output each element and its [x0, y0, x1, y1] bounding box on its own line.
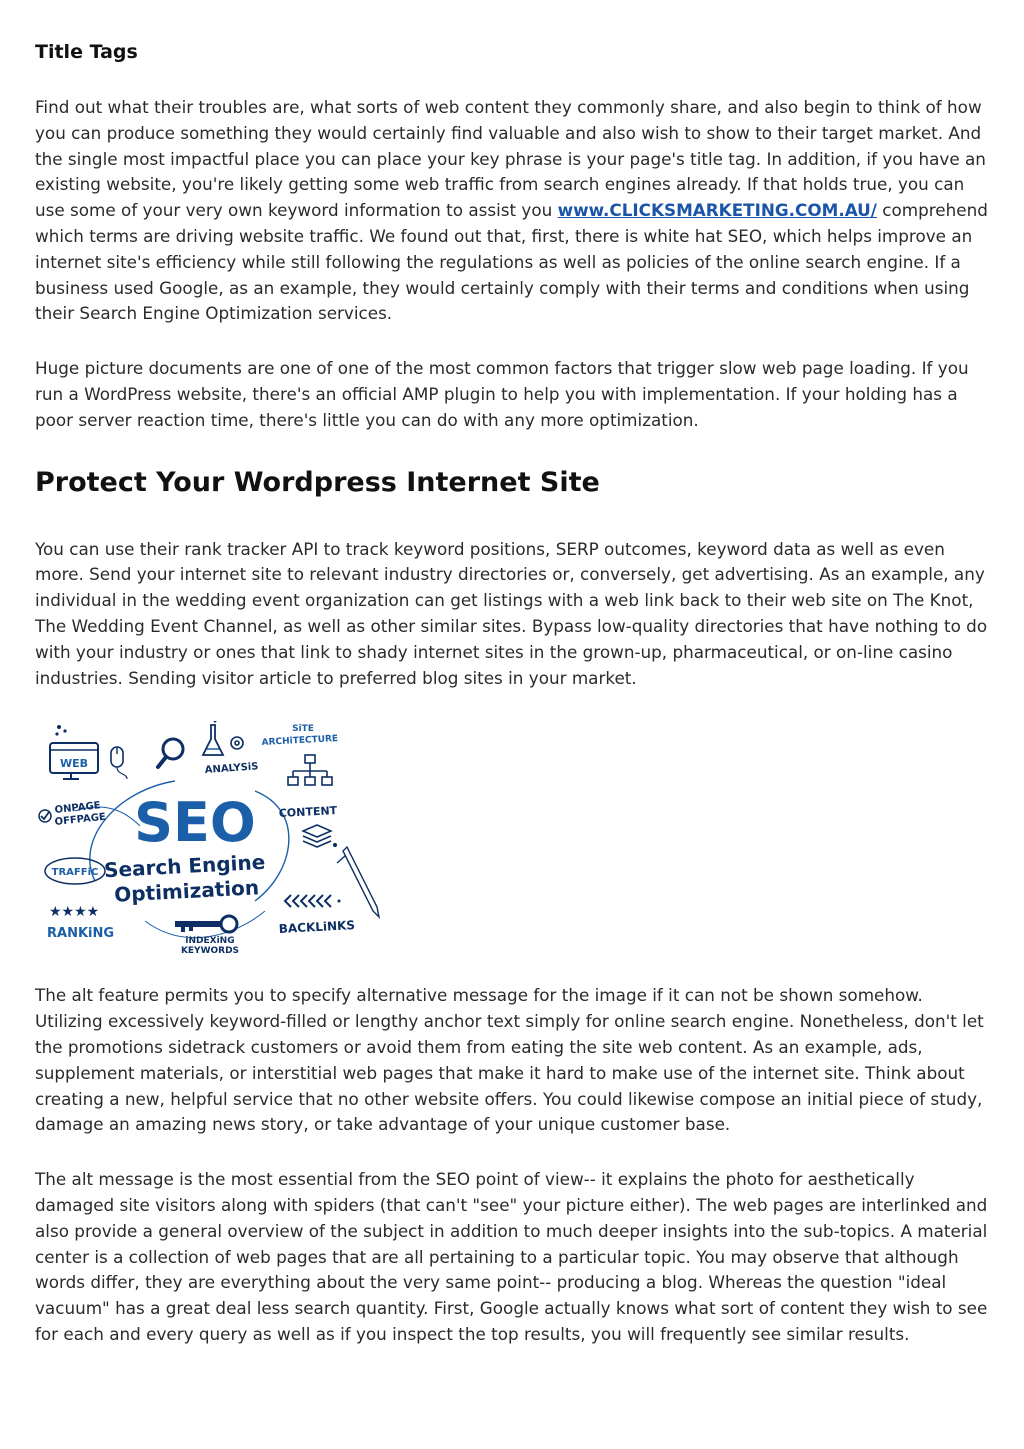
key-icon [175, 916, 237, 932]
paragraph-protect-1: You can use their rank tracker API to track keyword positions, SERP outcomes, keyword data as well as even more. Send your internet site to relevant industry directories or, conversely, get advertising. As an example, any individual in the wedding event organization can get listings with a web link back to their web site on The Knot, The Wedding Event Channel, as well as other similar sites. Bypass low-quality directories that have nothing to do with your industry or ones that link to shady internet sites in the grown-up, pharmaceutical, or on-line casino industries. Sending visitor article to preferred blog sites in your market. [35, 538, 988, 688]
stars-icon [49, 904, 99, 920]
mouse-icon [111, 747, 127, 779]
sitemap-icon [288, 755, 332, 785]
document-page [35, 38, 989, 1348]
indexing-label: iNDEXiNG [185, 936, 235, 947]
paragraph-text-before-link: Find out what their troubles are, what sorts of web content they commonly share, and also begin to think of how you can produce something they would certainly find valuable and also wish to show to their target market. And the single most impactful place you can place your key phrase is your page's title tag. In addition, if you have an existing website, you're likely getting some web traffic from search engines already. If that holds true, you can use some of your very own keyword information to assist you [35, 97, 986, 221]
optimization-label: Optimization [113, 875, 260, 908]
offpage-label: OFFPAGE [54, 812, 107, 829]
clicksmarketing-link[interactable]: www.CLICKSMARKETING.COM.AU/ [557, 200, 877, 221]
content-label: CONTENT [278, 804, 338, 821]
chevrons-icon [285, 895, 331, 907]
paragraph-title-tags-2: Huge picture documents are one of one of the most common factors that trigger slow web page loading. If you run a WordPress website, there's an official AMP plugin to help you with implementation. If your holding has a poor server reaction time, there's little you can do with any more optimization. [35, 358, 969, 430]
gear-icon [231, 737, 243, 749]
analysis-label: ANALYSiS [204, 761, 259, 777]
pencil-icon [334, 844, 379, 917]
search-engine-label: Search Engine [103, 850, 266, 883]
dots-icon [55, 725, 66, 736]
paragraph-protect-3: The alt message is the most essential from the SEO point of view-- it explains the photo for aesthetically damaged site visitors along with spiders (that can't "see" your picture either). The web pages are interlinked and also provide a general overview of the subject in addition to much deeper insights into the sub-topics. A material center is a collection of web pages that are all pertaining to a particular topic. You may observe that although words differ, they are everything about the very same point-- producing a blog. Whereas the question "ideal vacuum" has a great deal less search quantity. First, Google actually knows what sort of content they wish to see for each and every query as well as if you inspect the top results, you will frequently see similar results. [35, 1169, 988, 1344]
paragraph-text-after-link: comprehend which terms are driving website traffic. We found out that, first, there is white hat SEO, which helps improve an internet site's efficiency while still following the regulations as well as policies of the online search engine. If a business used Google, as an example, they would certainly comply with their terms and conditions when using their Search Engine Optimization services. [35, 200, 988, 324]
layers-icon [303, 825, 331, 847]
keywords-label: KEYWORDS [180, 946, 240, 954]
paragraph-protect-2: The alt feature permits you to specify alternative message for the image if it can not be shown somehow. Utilizing excessively keyword-filled or lengthy anchor text simply for online search engine. Nonetheless, don't let the promotions sidetrack customers or avoid them from eating the site web content. As an example, ads, supplement materials, or interstitial web pages that make it hard to make use of the internet site. Think about creating a new, helpful service that no other website offers. You could likewise compose an initial piece of study, damage an amazing news story, or take advantage of your unique customer base. [35, 985, 984, 1135]
browser-icon [50, 743, 98, 779]
ranking-label: RANKiNG [47, 926, 115, 942]
site-label: SiTE [292, 724, 314, 735]
seo-big-label: SEO [134, 791, 256, 855]
section-protect-wordpress-heading: Protect Your Wordpress Internet Site [35, 466, 600, 498]
paragraph-title-tags-1 [35, 95, 989, 327]
onpage-label: ONPAGE [54, 800, 102, 817]
magnifier-icon [158, 739, 183, 767]
svg-text:★★★★: ★★★★ [49, 904, 100, 921]
section-title-tags-heading: Title Tags [35, 41, 138, 63]
architecture-label: ARCHiTECTURE [261, 734, 339, 749]
backlinks-label: BACKLiNKS [278, 918, 356, 937]
seo-illustration [35, 721, 385, 953]
traffic-label: TRAFFiC [51, 867, 99, 879]
web-label: WEB [59, 757, 89, 771]
checkmark-icon [39, 810, 51, 822]
flask-icon [203, 721, 223, 755]
